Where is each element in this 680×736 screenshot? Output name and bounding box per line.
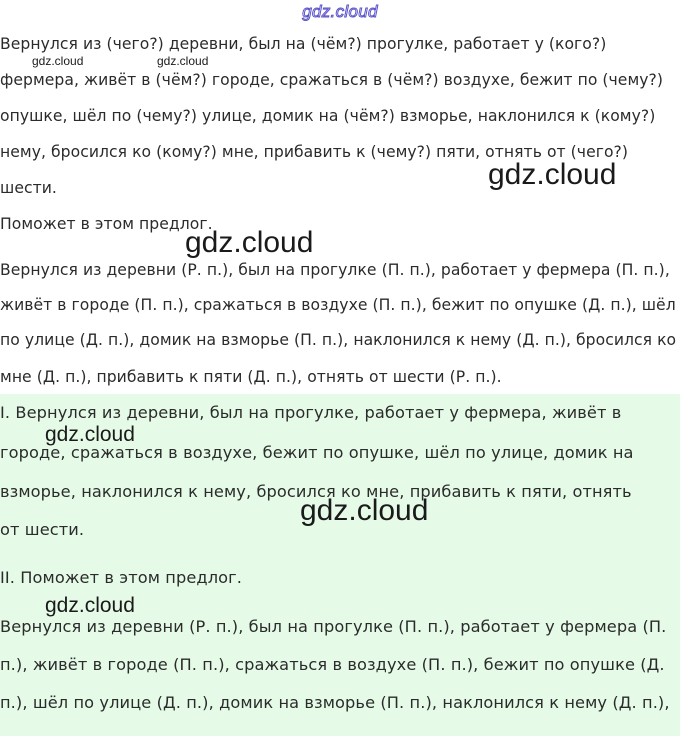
question-line-2: фермера, живёт в (чём?) городе, сражаться в (чём?) воздухе, бежит по (чему?) [0, 71, 664, 89]
question-line-5: шести. [0, 179, 57, 197]
answer1-line-4: от шести. [0, 520, 85, 539]
watermark-top: gdz.cloud [302, 2, 378, 21]
cases-line-3: по улице (Д. п.), домик на взморье (П. п.), наклонился к нему (Д. п.), бросился ко [0, 331, 677, 349]
question-line-4: нему, бросился ко (кому?) мне, прибавить к (чему?) пяти, отнять от (чего?) [0, 143, 629, 161]
question-line-3: опушке, шёл по (чему?) улице, домик на (чём?) взморье, наклонился к (кому?) [0, 107, 656, 125]
note-preposition: Поможет в этом предлог. [0, 215, 213, 233]
answer1-line-2: городе, сражаться в воздухе, бежит по опушке, шёл по улице, домик на [0, 443, 634, 462]
answer1-line-3: взморье, наклонился к нему, бросился ко мне, прибавить к пяти, отнять [0, 482, 632, 501]
watermark-mid-1: gdz.cloud [45, 423, 135, 446]
watermark-mid-2: gdz.cloud [45, 594, 135, 617]
answer2-title: II. Поможет в этом предлог. [0, 568, 243, 587]
watermark-small-1: gdz.cloud [32, 54, 84, 68]
answer2-line-1: Вернулся из деревни (Р. п.), был на прогулке (П. п.), работает у фермера (П. [0, 617, 667, 636]
answer2-line-2: п.), живёт в городе (П. п.), сражаться в воздухе (П. п.), бежит по опушке (Д. [0, 655, 665, 674]
answer1-line-1: I. Вернулся из деревни, был на прогулке, работает у фермера, живёт в [0, 403, 622, 422]
watermark-small-2: gdz.cloud [157, 54, 209, 68]
question-line-1: Вернулся из (чего?) деревни, был на (чём?) прогулке, работает у (кого?) [0, 35, 607, 53]
watermark-big-3: gdz.cloud [300, 494, 429, 527]
cases-line-4: мне (Д. п.), прибавить к пяти (Д. п.), отнять от шести (Р. п.). [0, 368, 502, 386]
watermark-big-2: gdz.cloud [185, 226, 314, 259]
cases-line-1: Вернулся из деревни (Р. п.), был на прогулке (П. п.), работает у фермера (П. п.), [0, 261, 670, 279]
watermark-big-1: gdz.cloud [488, 158, 617, 191]
answer2-line-3: п.), шёл по улице (Д. п.), домик на взморье (П. п.), наклонился к нему (Д. п.), [0, 693, 670, 712]
cases-line-2: живёт в городе (П. п.), сражаться в воздухе (П. п.), бежит по опушке (Д. п.), шёл [0, 296, 676, 314]
